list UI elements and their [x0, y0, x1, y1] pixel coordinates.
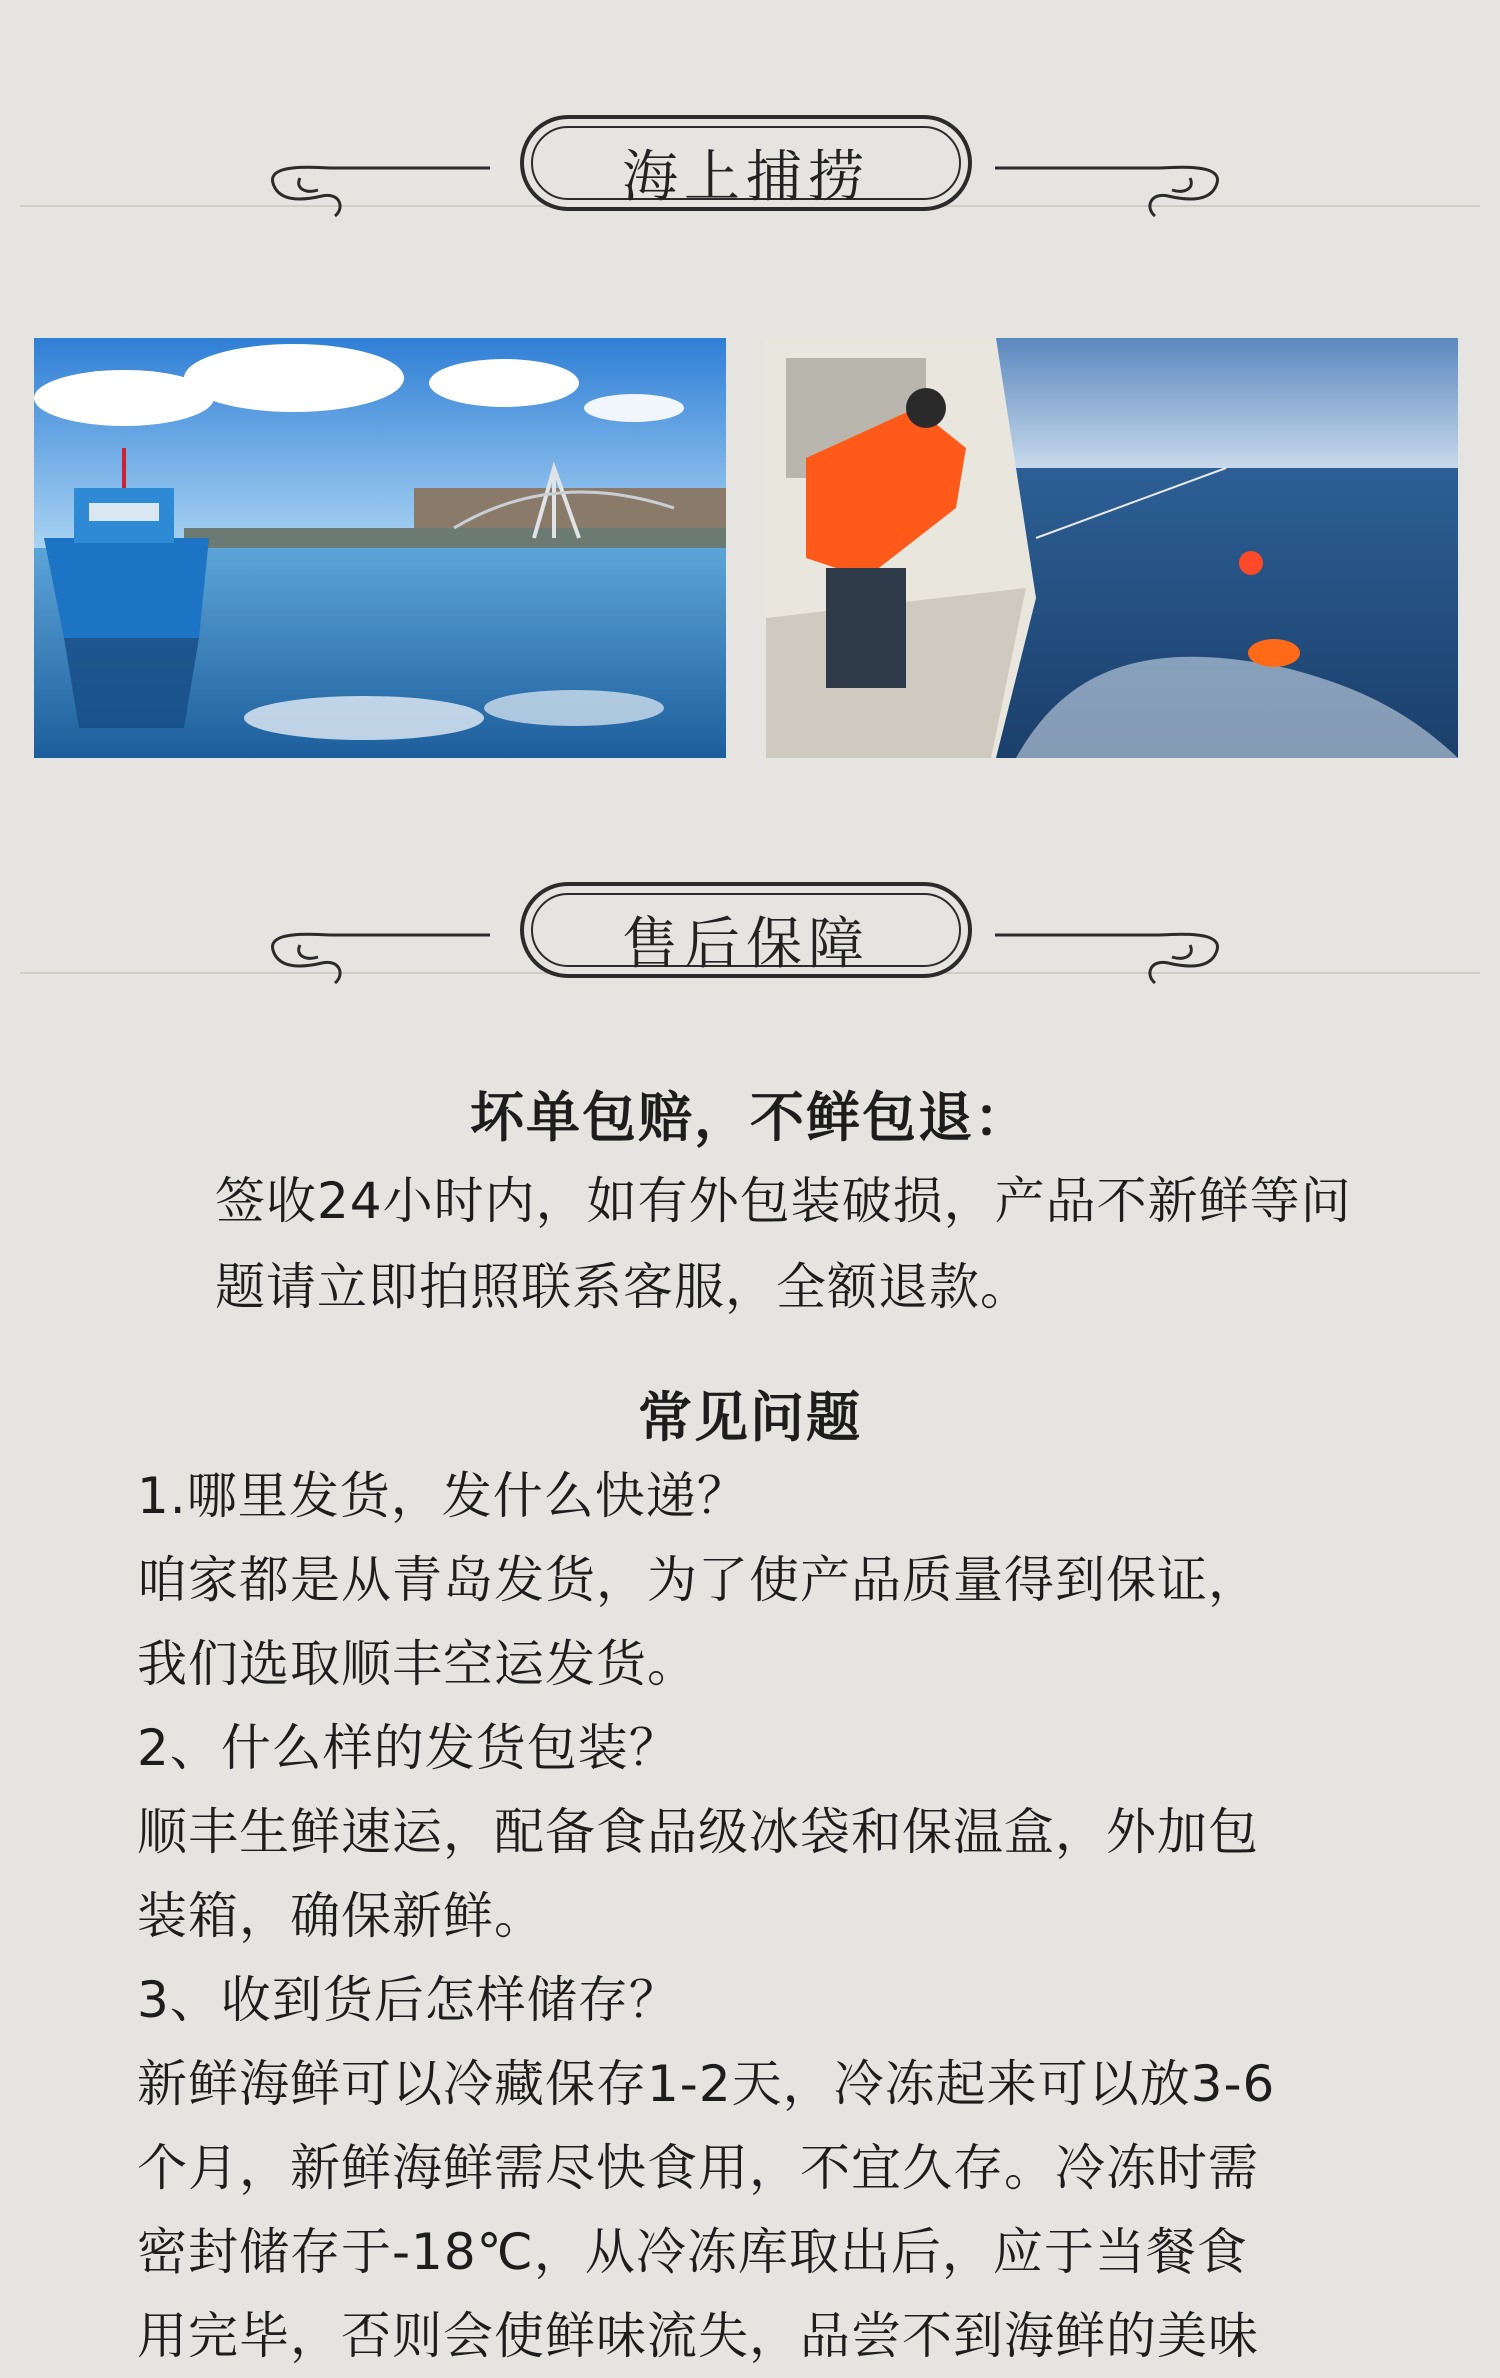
faq-answer-line: 咱家都是从青岛发货，为了使产品质量得到保证，	[137, 1551, 1259, 1609]
faq-answer-line: 装箱，确保新鲜。	[137, 1887, 545, 1945]
fisherman-net-photo	[766, 338, 1458, 758]
section-header-capture	[0, 70, 1500, 240]
faq-answer-line: 顺丰生鲜速运，配备食品级冰袋和保温盒，外加包	[137, 1803, 1259, 1861]
guarantee-line: 签收24小时内，如有外包装破损，产品不新鲜等问	[215, 1172, 1352, 1230]
guarantee-line: 题请立即拍照联系客服，全额退款。	[215, 1258, 1031, 1316]
guarantee-text	[215, 1158, 1475, 1330]
faq-answer-line: 我们选取顺丰空运发货。	[137, 1635, 698, 1693]
section-header-aftersales	[0, 837, 1500, 1007]
faq-body	[137, 1454, 1467, 2378]
faq-heading: 常见问题	[638, 1386, 862, 1449]
faq-question: 2、什么样的发货包装？	[137, 1719, 680, 1777]
section-title-badge	[520, 115, 972, 211]
section-title: 售后保障	[622, 912, 870, 977]
harbor-boat-photo	[34, 338, 726, 758]
guarantee-heading: 坏单包赔，不鲜包退：	[470, 1086, 1030, 1149]
faq-answer-line: 个月，新鲜海鲜需尽快食用，不宜久存。冷冻时需	[137, 2139, 1259, 2197]
faq-question: 3、收到货后怎样储存？	[137, 1971, 680, 2029]
section-title-badge	[520, 882, 972, 978]
faq-question: 1.哪里发货，发什么快递？	[137, 1467, 748, 1525]
section-title: 海上捕捞	[622, 145, 870, 210]
faq-answer-line: 密封储存于-18℃，从冷冻库取出后，应于当餐食	[137, 2223, 1248, 2281]
faq-answer-line: 用完毕，否则会使鲜味流失，品尝不到海鲜的美味	[137, 2307, 1259, 2365]
faq-answer-line: 新鲜海鲜可以冷藏保存1-2天，冷冻起来可以放3-6	[137, 2055, 1276, 2113]
